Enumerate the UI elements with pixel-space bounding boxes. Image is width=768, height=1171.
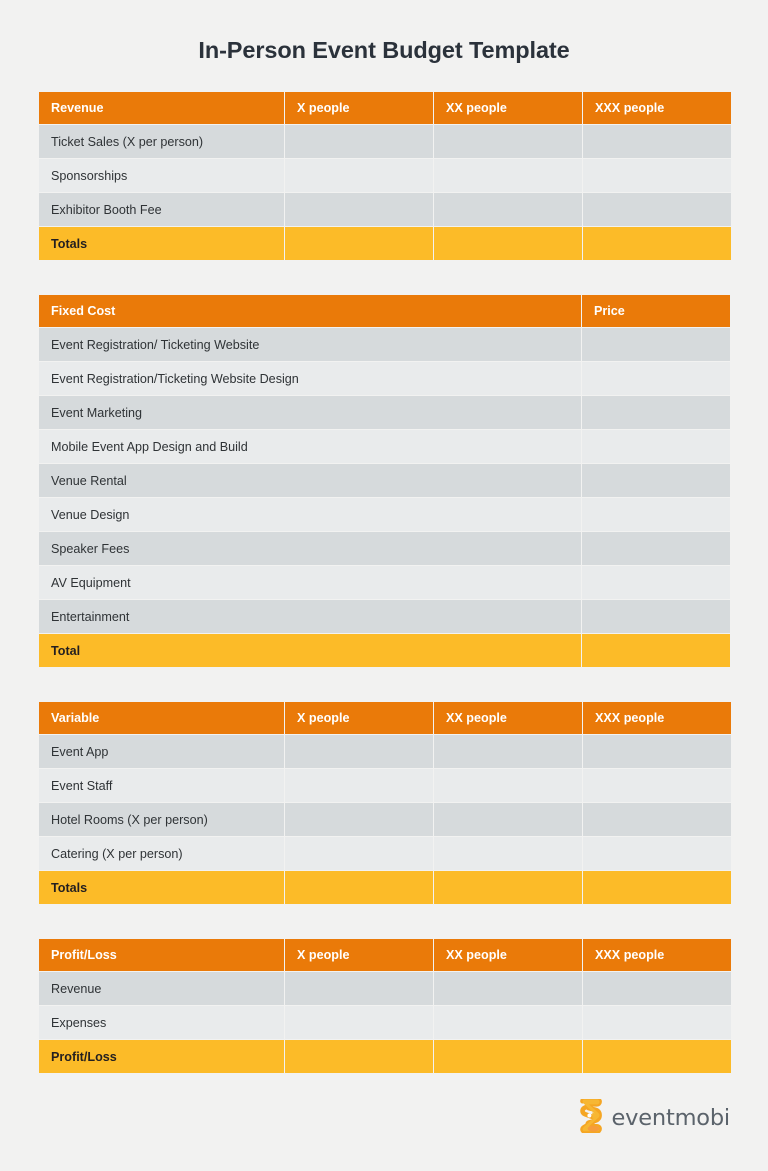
column-header-x-people: X people (285, 939, 433, 971)
row-label: Event Staff (39, 769, 284, 802)
table-header-row (39, 295, 730, 327)
table-row (39, 498, 730, 531)
value-cell[interactable] (285, 1040, 433, 1073)
row-label: Speaker Fees (39, 532, 581, 565)
row-label: Mobile Event App Design and Build (39, 430, 581, 463)
column-header-xxx-people: XXX people (583, 702, 731, 734)
variable-table (38, 701, 732, 905)
column-header-fixed-cost: Fixed Cost (39, 295, 581, 327)
price-cell[interactable] (582, 600, 730, 633)
row-label: Total (39, 634, 581, 667)
table-header-row (39, 92, 731, 124)
value-cell[interactable] (434, 972, 582, 1005)
revenue-table-block (38, 91, 730, 261)
table-row (39, 328, 730, 361)
value-cell[interactable] (583, 159, 731, 192)
value-cell[interactable] (434, 1006, 582, 1039)
row-label: Event Registration/Ticketing Website Design (39, 362, 581, 395)
value-cell[interactable] (583, 735, 731, 768)
price-cell[interactable] (582, 498, 730, 531)
table-row (39, 430, 730, 463)
value-cell[interactable] (583, 125, 731, 158)
variable-table-block (38, 701, 730, 905)
table-row (39, 735, 731, 768)
column-header-xx-people: XX people (434, 939, 582, 971)
value-cell[interactable] (285, 871, 433, 904)
value-cell[interactable] (285, 735, 433, 768)
row-label: Sponsorships (39, 159, 284, 192)
row-label: Event Registration/ Ticketing Website (39, 328, 581, 361)
fixed-cost-table (38, 294, 731, 668)
value-cell[interactable] (285, 972, 433, 1005)
price-cell[interactable] (582, 464, 730, 497)
value-cell[interactable] (434, 159, 582, 192)
row-label: Event App (39, 735, 284, 768)
table-row (39, 972, 731, 1005)
value-cell[interactable] (583, 871, 731, 904)
row-label: Entertainment (39, 600, 581, 633)
value-cell[interactable] (583, 769, 731, 802)
table-row (39, 803, 731, 836)
row-label: Event Marketing (39, 396, 581, 429)
value-cell[interactable] (434, 125, 582, 158)
price-cell[interactable] (582, 328, 730, 361)
table-row (39, 159, 731, 192)
fixed-cost-table-block (38, 294, 730, 668)
value-cell[interactable] (434, 837, 582, 870)
column-header-x-people: X people (285, 702, 433, 734)
value-cell[interactable] (583, 1006, 731, 1039)
row-label: Expenses (39, 1006, 284, 1039)
value-cell[interactable] (583, 803, 731, 836)
total-row (39, 634, 730, 667)
table-row (39, 464, 730, 497)
value-cell[interactable] (285, 803, 433, 836)
value-cell[interactable] (583, 193, 731, 226)
table-row (39, 193, 731, 226)
table-row (39, 600, 730, 633)
profit-loss-table-block (38, 938, 730, 1074)
totals-row (39, 871, 731, 904)
value-cell[interactable] (583, 837, 731, 870)
column-header-revenue: Revenue (39, 92, 284, 124)
value-cell[interactable] (434, 735, 582, 768)
value-cell[interactable] (434, 803, 582, 836)
price-cell[interactable] (582, 396, 730, 429)
profit-loss-table (38, 938, 732, 1074)
table-row (39, 1006, 731, 1039)
table-row (39, 566, 730, 599)
profit-loss-total-row (39, 1040, 731, 1073)
column-header-variable: Variable (39, 702, 284, 734)
eventmobi-logo-icon (576, 1099, 604, 1138)
price-cell[interactable] (582, 362, 730, 395)
column-header-xxx-people: XXX people (583, 92, 731, 124)
row-label: Profit/Loss (39, 1040, 284, 1073)
column-header-xx-people: XX people (434, 92, 582, 124)
value-cell[interactable] (434, 1040, 582, 1073)
row-label: Catering (X per person) (39, 837, 284, 870)
table-header-row (39, 702, 731, 734)
table-row (39, 769, 731, 802)
table-row (39, 362, 730, 395)
table-row (39, 837, 731, 870)
row-label: AV Equipment (39, 566, 581, 599)
table-row (39, 532, 730, 565)
column-header-price: Price (582, 295, 730, 327)
value-cell[interactable] (285, 1006, 433, 1039)
row-label: Hotel Rooms (X per person) (39, 803, 284, 836)
value-cell[interactable] (583, 972, 731, 1005)
revenue-table (38, 91, 732, 261)
totals-row (39, 227, 731, 260)
price-cell[interactable] (582, 430, 730, 463)
value-cell[interactable] (583, 227, 731, 260)
eventmobi-wordmark: eventmobi (611, 1105, 730, 1132)
value-cell[interactable] (434, 769, 582, 802)
table-row (39, 396, 730, 429)
table-header-row (39, 939, 731, 971)
value-cell[interactable] (285, 193, 433, 226)
page-title: In-Person Event Budget Template (198, 37, 570, 63)
column-header-x-people: X people (285, 92, 433, 124)
table-row (39, 125, 731, 158)
value-cell[interactable] (285, 837, 433, 870)
column-header-profit-loss: Profit/Loss (39, 939, 284, 971)
value-cell[interactable] (583, 1040, 731, 1073)
column-header-xx-people: XX people (434, 702, 582, 734)
row-label: Venue Rental (39, 464, 581, 497)
column-header-xxx-people: XXX people (583, 939, 731, 971)
value-cell[interactable] (434, 193, 582, 226)
value-cell[interactable] (285, 227, 433, 260)
value-cell[interactable] (285, 769, 433, 802)
value-cell[interactable] (285, 159, 433, 192)
row-label: Exhibitor Booth Fee (39, 193, 284, 226)
price-cell[interactable] (582, 532, 730, 565)
row-label: Totals (39, 227, 284, 260)
row-label: Ticket Sales (X per person) (39, 125, 284, 158)
value-cell[interactable] (434, 871, 582, 904)
value-cell[interactable] (285, 125, 433, 158)
row-label: Totals (39, 871, 284, 904)
row-label: Revenue (39, 972, 284, 1005)
value-cell[interactable] (434, 227, 582, 260)
row-label: Venue Design (39, 498, 581, 531)
footer-logo (576, 1099, 730, 1138)
price-cell[interactable] (582, 566, 730, 599)
price-cell[interactable] (582, 634, 730, 667)
